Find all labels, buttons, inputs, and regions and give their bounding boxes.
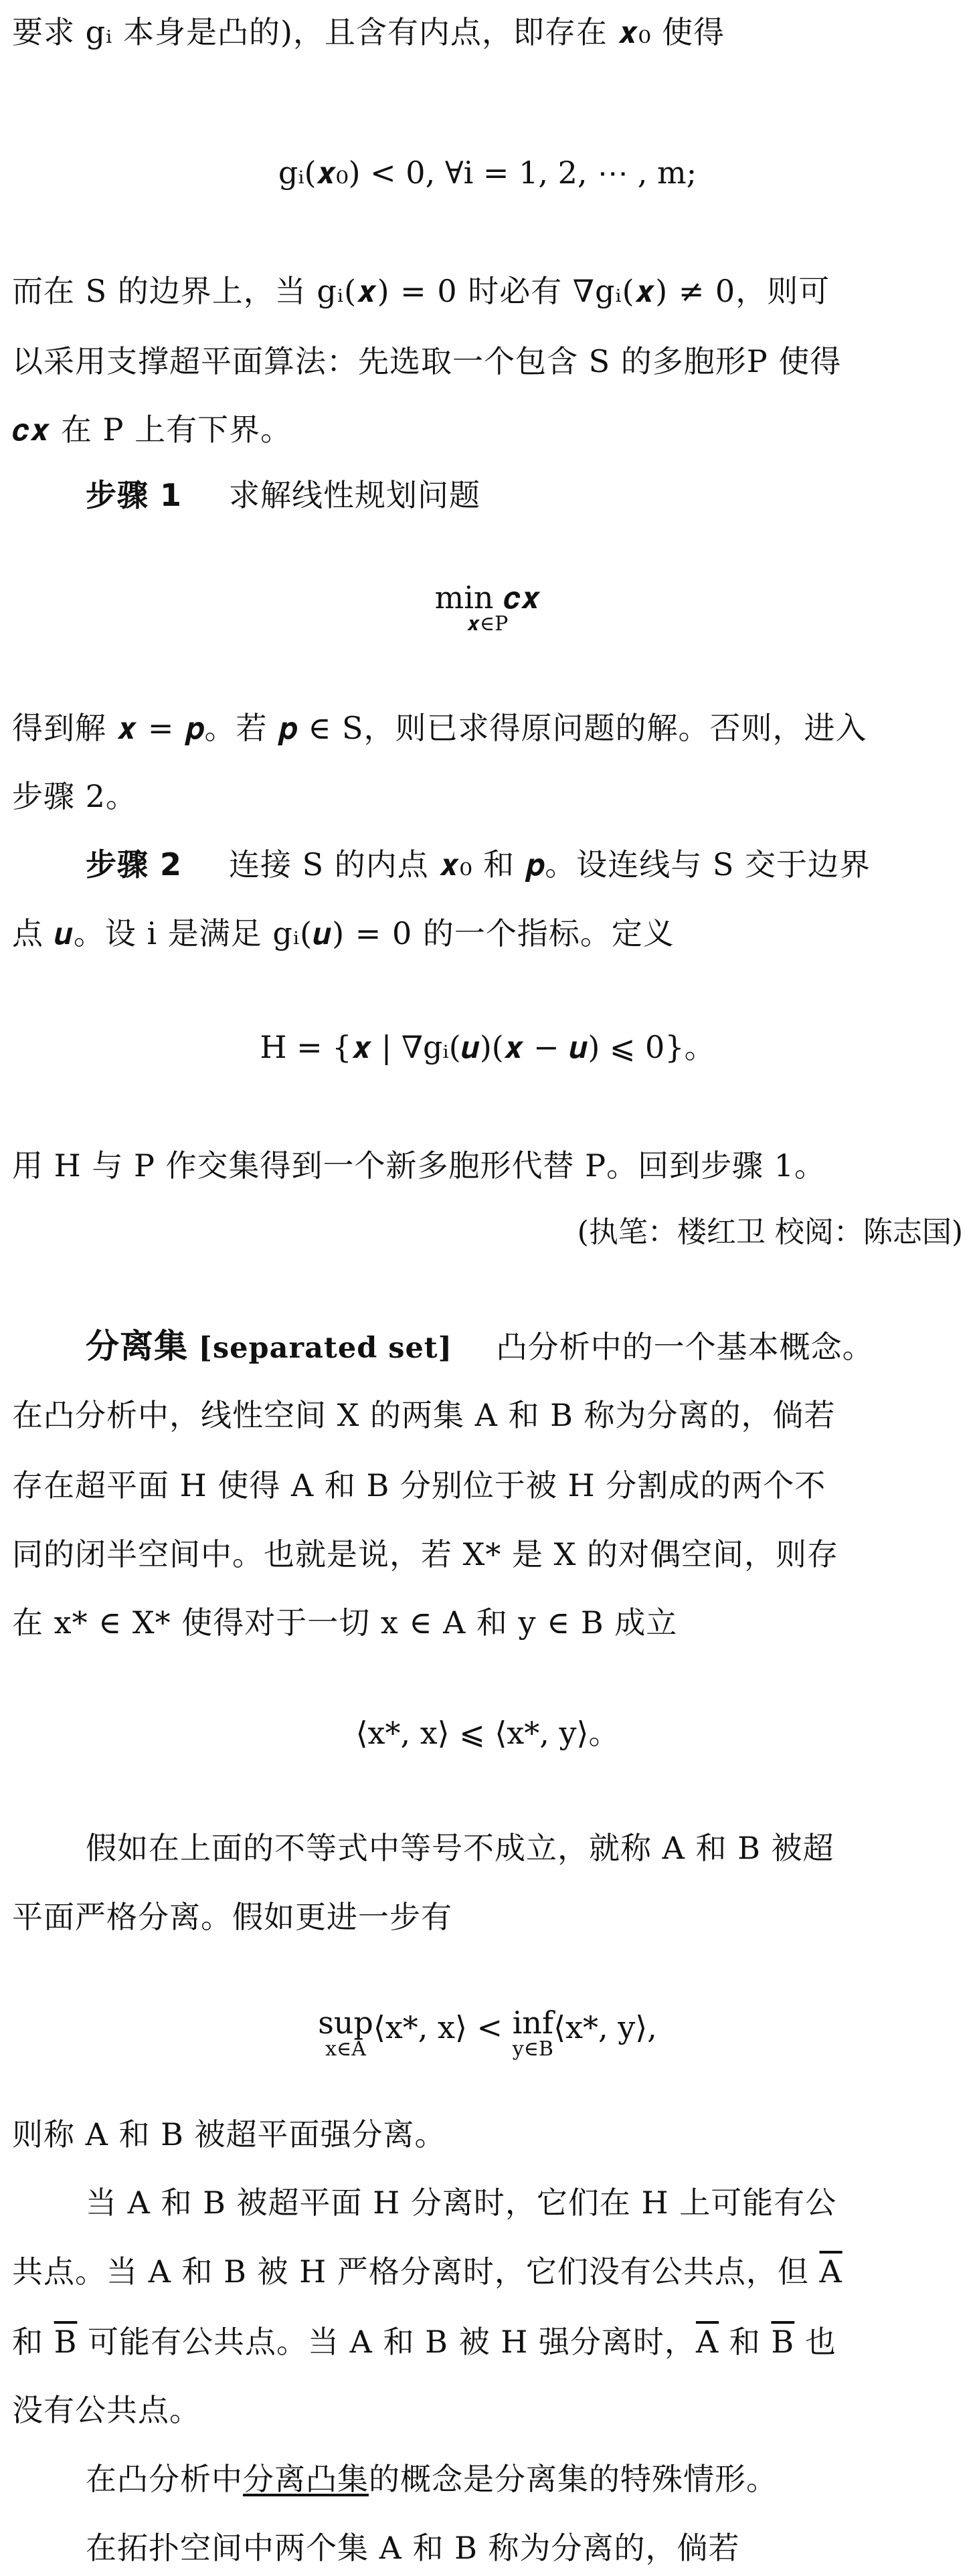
- eq-end: ⟨x*, y⟩,: [553, 2009, 657, 2045]
- text-line: 存在超平面 H 使得 A 和 B 分别位于被 H 分割成的两个不: [12, 1467, 826, 1503]
- inf-subscript: y∈B: [512, 2037, 553, 2061]
- min-expression: min 𝒄𝒙: [434, 579, 541, 616]
- text-line: 用 H 与 P 作交集得到一个新多胞形代替 P。回到步骤 1。: [12, 1147, 826, 1184]
- text-line: 在凸分析中分离凸集的概念是分离集的特殊情形。: [86, 2461, 778, 2497]
- text-line: 没有公共点。: [12, 2392, 201, 2428]
- text-line: 和 $\overline{B}$ 可能有公共点。当 A 和 B 被 H 强分离时，$\overline{A}$ 和 $\overline{B}$ 也: [12, 2324, 836, 2360]
- closure-b: $\overline{B}$: [54, 2324, 78, 2360]
- text-line: 点 𝒖。设 i 是满足 gᵢ(𝒖) = 0 的一个指标。定义: [12, 915, 675, 951]
- equation-linear-program: [0, 579, 975, 636]
- text-line: 共点。当 A 和 B 被 H 严格分离时，它们没有公共点，但 $\overline{A}$: [12, 2253, 843, 2290]
- text-line: 则称 A 和 B 被超平面强分离。: [12, 2116, 446, 2152]
- entry-title: 分离集: [86, 1327, 188, 1366]
- step-2: [86, 844, 963, 885]
- step-2-label: 步骤 2: [86, 846, 183, 883]
- step-1: [86, 475, 963, 515]
- equation-halfspace: H = {𝒙 | ∇gᵢ(𝒖)(𝒙 − 𝒖) ⩽ 0}。: [260, 1029, 715, 1065]
- cross-reference-link[interactable]: 分离凸集: [243, 2461, 369, 2497]
- text-line: 平面严格分离。假如更进一步有: [12, 1899, 452, 1935]
- closure-b: $\overline{B}$: [771, 2324, 795, 2360]
- text-line: 同的闭半空间中。也就是说，若 X* 是 X 的对偶空间，则存: [12, 1536, 838, 1572]
- text-line: 假如在上面的不等式中等号不成立，就称 A 和 B 被超: [86, 1830, 834, 1866]
- text-line: 步骤 2。: [12, 778, 137, 814]
- eq-middle: ⟨x*, x⟩ <: [373, 2009, 513, 2045]
- equation-strong-separation: [0, 2007, 975, 2061]
- entry-separated-set-heading: [86, 1326, 963, 1368]
- text-line: 在凸分析中，线性空间 X 的两集 A 和 B 称为分离的，倘若: [12, 1397, 836, 1433]
- text-line: 得到解 𝒙 = 𝒑。若 𝒑 ∈ S，则已求得原问题的解。否则，进入: [12, 710, 867, 746]
- sup-operator: sup: [318, 2005, 373, 2041]
- entry-text: 凸分析中的一个基本概念。: [496, 1329, 874, 1365]
- equation-separation: ⟨x*, x⟩ ⩽ ⟨x*, y⟩。: [355, 1715, 620, 1751]
- step-1-label: 步骤 1: [86, 477, 183, 513]
- equation-interior-point: gᵢ(𝒙₀) < 0, ∀i = 1, 2, ⋯ , m;: [278, 155, 697, 191]
- text-line: 当 A 和 B 被超平面 H 分离时，它们在 H 上可能有公: [86, 2185, 837, 2221]
- sup-subscript: x∈A: [325, 2037, 366, 2061]
- min-subscript: 𝒙∈P: [466, 612, 509, 636]
- text-line: 以采用支撑超平面算法：先选取一个包含 S 的多胞形P 使得: [12, 343, 842, 379]
- closure-a: $\overline{A}$: [819, 2253, 843, 2290]
- step-1-text: 求解线性规划问题: [229, 477, 481, 513]
- text-line: 要求 gᵢ 本身是凸的)，且含有内点，即存在 𝒙₀ 使得: [12, 14, 725, 50]
- step-2-text: 连接 S 的内点 𝒙₀ 和 𝒑。设连线与 S 交于边界: [229, 846, 871, 883]
- entry-english-title: [separated set]: [198, 1331, 453, 1365]
- text-line: 而在 S 的边界上，当 gᵢ(𝒙) = 0 时必有 ∇gᵢ(𝒙) ≠ 0，则可: [12, 273, 830, 309]
- text-line: 在 x* ∈ X* 使得对于一切 x ∈ A 和 y ∈ B 成立: [12, 1604, 678, 1641]
- text-line: 𝒄𝒙 在 P 上有下界。: [12, 411, 292, 448]
- text-line: 在拓扑空间中两个集 A 和 B 称为分离的，倘若: [86, 2530, 740, 2566]
- inf-operator: inf: [512, 2005, 554, 2041]
- signature: (执笔：楼红卫 校阅：陈志国): [577, 1215, 963, 1249]
- closure-a: $\overline{A}$: [695, 2324, 719, 2360]
